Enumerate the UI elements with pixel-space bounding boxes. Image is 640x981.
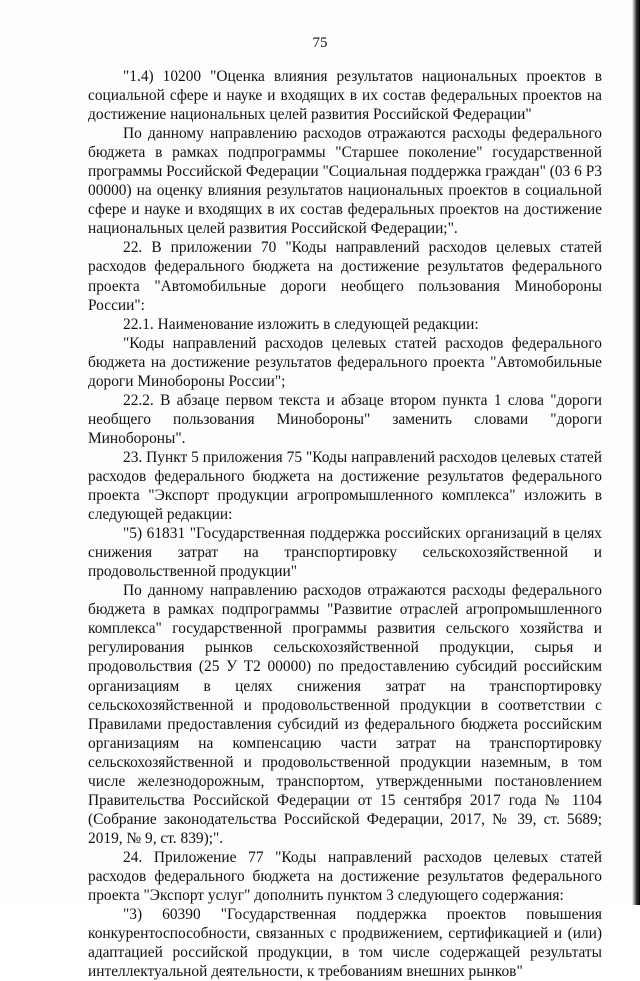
paragraph-23: 23. Пункт 5 приложения 75 "Коды направлений расходов целевых статей расходов федерального бюджета на достижение результатов федерального проекта "Экспорт продукции агропромышленного комплекса" изложить в следующей редакции:: [88, 448, 602, 524]
document-body: [88, 67, 602, 981]
paragraph-22-2: 22.2. В абзаце первом текста и абзаце втором пункта 1 слова "дороги необщего пользования Минобороны" заменить словами "дороги Минобороны".: [88, 391, 602, 447]
page-number: 75: [312, 35, 328, 51]
scan-edge-shadow: [632, 0, 640, 905]
paragraph-22-1-text: "Коды направлений расходов целевых статей расходов федерального бюджета на достижение результатов федерального проекта "Автомобильные дороги Минобороны России";: [88, 334, 602, 390]
paragraph-23-description: По данному направлению расходов отражаются расходы федерального бюджета в рамках подпрограммы "Развитие отраслей агропромышленного комплекса" государственной программы развития сельского хозяйства и регулирования рынков сельскохозяйственной продукции, сырья и продовольствия (25 У Т2 00000) по предоставлению субсидий российским организациям в целях снижения затрат на транспортировку сельскохозяйственной и продовольственной продукции в соответствии с Правилами предоставления субсидий из федерального бюджета российским организациям на компенсацию части затрат на транспортировку сельскохозяйственной и продовольственной продукции наземным, в том числе железнодорожным, транспортом, утвержденными постановлением Правительства Российской Федерации от 15 сентября 2017 года № 1104 (Собрание законодательства Российской Федерации, 2017, № 39, ст. 5689; 2019, № 9, ст. 839);".: [88, 582, 602, 847]
paragraph-24: 24. Приложение 77 "Коды направлений расходов целевых статей расходов федерального бюджета на достижение результатов федерального проекта "Экспорт услуг" дополнить пунктом 3 следующего содержания:: [88, 848, 602, 905]
paragraph-1-4-item: "1.4) 10200 "Оценка влияния результатов национальных проектов в социальной сфере и науке и входящих в их состав федеральных проектов на достижение национальных целей развития Российской Федерации": [88, 68, 602, 124]
paragraph-22: 22. В приложении 70 "Коды направлений расходов целевых статей расходов федерального бюджета на достижение результатов федерального проекта "Автомобильные дороги необщего пользования Минобороны России":: [88, 239, 602, 314]
paragraph-24-item-3: "3) 60390 "Государственная поддержка проектов повышения конкурентоспособности, связанных с продвижением, сертификацией и (или) адаптацией российской продукции, в том числе содержащей результаты интеллектуальной деятельности, к требованиям внешних рынков": [88, 906, 602, 981]
paragraph-22-1: 22.1. Наименование изложить в следующей редакции:: [123, 315, 479, 333]
paragraph-1-4-description: По данному направлению расходов отражаются расходы федерального бюджета в рамках подпрограммы "Старшее поколение" государственной программы Российской Федерации "Социальная поддержка граждан" (03 6 Р3 00000) на оценку влияния результатов национальных проектов в социальной сфере и науке и входящих в их состав федеральных проектов на достижение национальных целей развития Российской Федерации;".: [88, 125, 602, 238]
paragraph-23-item-5: "5) 61831 "Государственная поддержка российских организаций в целях снижения затрат на транспортировку сельскохозяйственной и продовольственной продукции": [88, 525, 602, 581]
